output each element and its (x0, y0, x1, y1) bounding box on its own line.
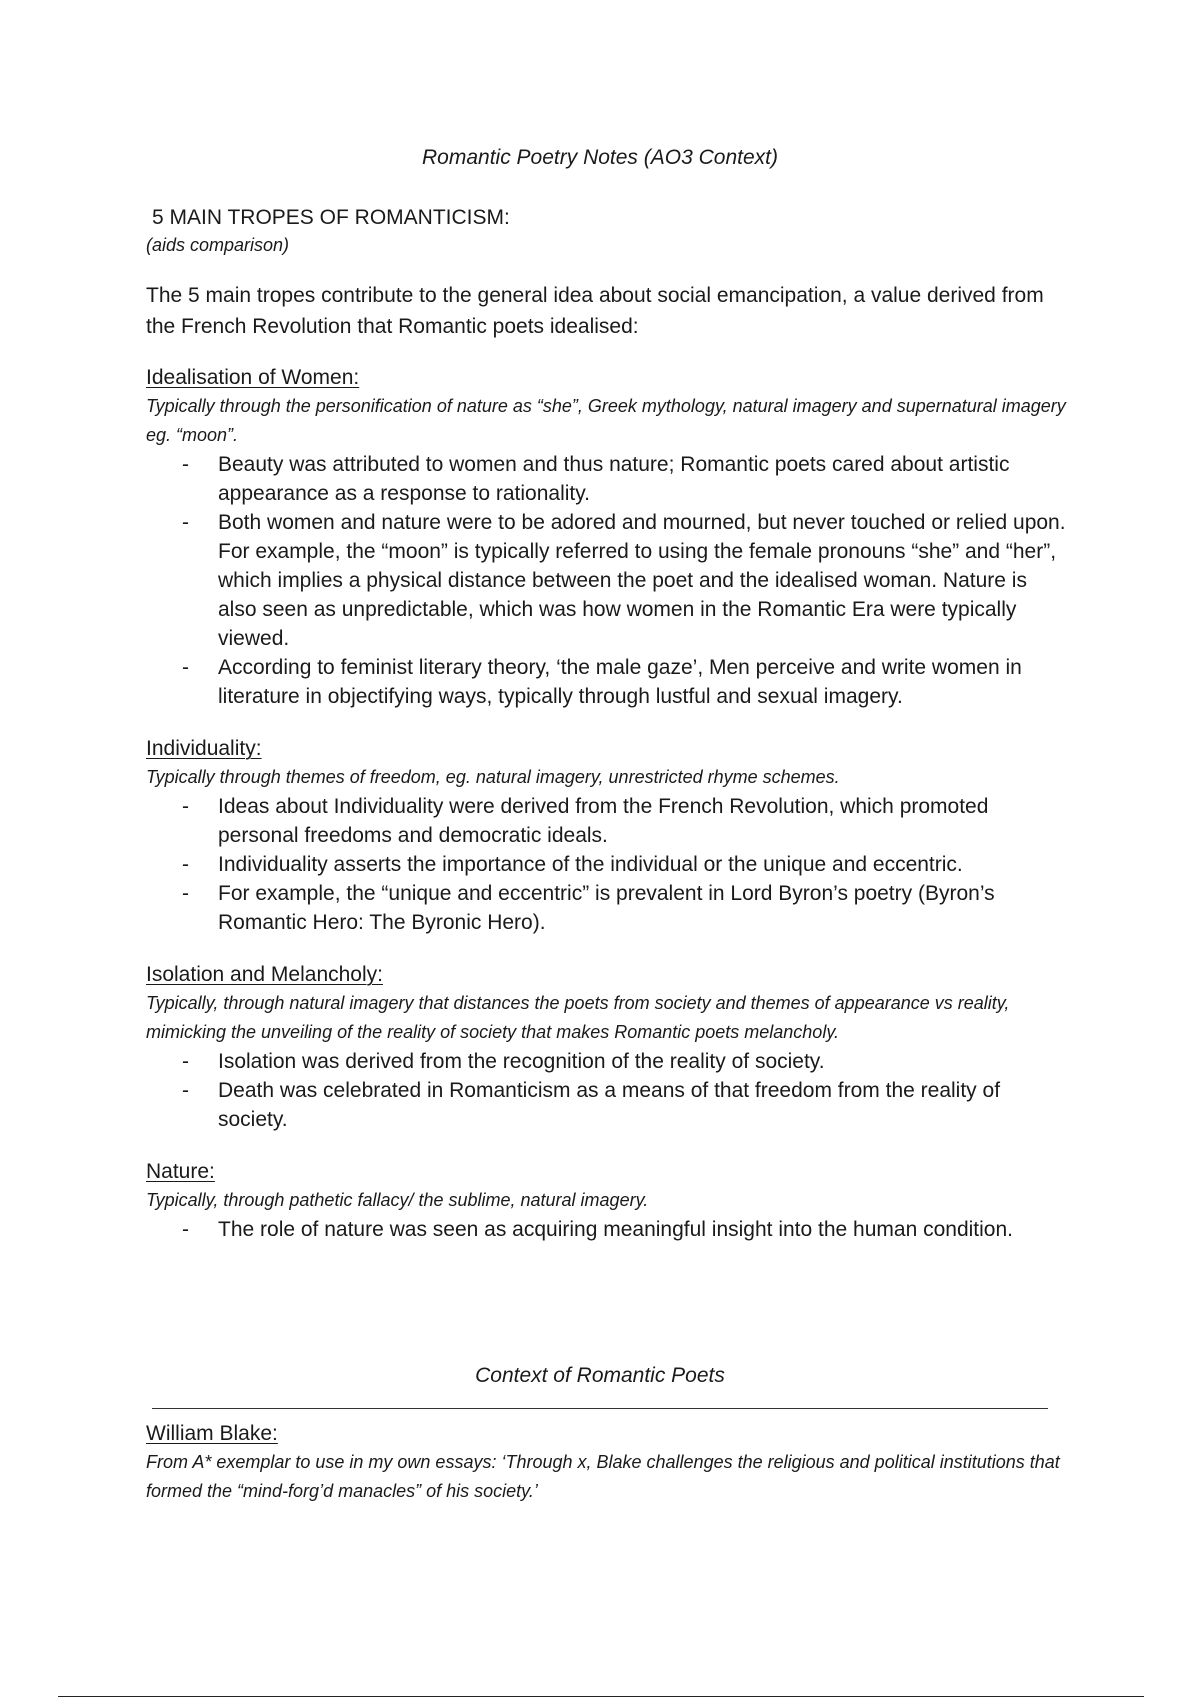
bullet-item (146, 879, 1066, 937)
bullet-list (146, 1215, 1066, 1244)
section-heading: Isolation and Melancholy: (146, 963, 383, 986)
tropes-heading: 5 MAIN TROPES OF ROMANTICISM: (152, 206, 510, 229)
dash-marker: - (182, 1218, 189, 1241)
bullet-item (146, 1076, 1066, 1134)
bullet-text: For example, the “unique and eccentric” is prevalent in Lord Byron’s poetry (Byron’s Romantic Hero: The Byronic Hero). (218, 882, 995, 934)
dash-marker: - (182, 882, 189, 905)
dash-marker: - (182, 795, 189, 818)
bullet-text: Death was celebrated in Romanticism as a means of that freedom from the reality of society. (218, 1079, 1001, 1131)
section-heading: Individuality: (146, 737, 262, 760)
intro-paragraph: The 5 main tropes contribute to the general idea about social emancipation, a value derived from the French Revolution that Romantic poets idealised: (146, 284, 1044, 338)
section-note: Typically, through natural imagery that distances the poets from society and themes of appearance vs reality, mimicking the unveiling of the reality of society that makes Romantic poets melancholy. (146, 993, 1010, 1042)
dash-marker: - (182, 853, 189, 876)
bullet-text: Both women and nature were to be adored and mourned, but never touched or relied upon. For example, the “moon” is typically referred to using the female pronouns “she” and “her”, which implies a physical distance between the poet and the idealised woman. Nature is also seen as unpredictable, which was how women in the Romantic Era were typically viewed. (218, 511, 1066, 650)
bullet-text: Ideas about Individuality were derived from the French Revolution, which promoted personal freedoms and democratic ideals. (218, 795, 989, 847)
section-william-blake (146, 1420, 1066, 1506)
dash-marker: - (182, 453, 189, 476)
dash-marker: - (182, 1079, 189, 1102)
section-note: Typically through themes of freedom, eg. natural imagery, unrestricted rhyme schemes. (146, 767, 840, 787)
bullet-list (146, 792, 1066, 937)
dash-marker: - (182, 656, 189, 679)
bullet-item (146, 508, 1066, 653)
section-note: From A* exemplar to use in my own essays: ‘Through x, Blake challenges the religious and political institutions that formed the “mind-forg’d manacles” of his society.’ (146, 1452, 1060, 1501)
section-nature (146, 1158, 1066, 1244)
bullet-item (146, 792, 1066, 850)
bullet-item (146, 450, 1066, 508)
bullet-list (146, 1047, 1066, 1134)
section-idealisation-of-women (146, 364, 1066, 711)
bullet-list (146, 450, 1066, 711)
section-heading: Nature: (146, 1160, 215, 1183)
bullet-text: Individuality asserts the importance of the individual or the unique and eccentric. (218, 853, 963, 876)
tropes-note: (aids comparison) (146, 235, 290, 255)
page-bottom-divider (58, 1696, 1144, 1697)
bullet-text: Isolation was derived from the recognition of the reality of society. (218, 1050, 825, 1073)
section-note: Typically, through pathetic fallacy/ the sublime, natural imagery. (146, 1190, 649, 1210)
dash-marker: - (182, 511, 189, 534)
section-heading: William Blake: (146, 1422, 278, 1445)
bullet-item (146, 1047, 1066, 1076)
bullet-item (146, 653, 1066, 711)
bullet-text: The role of nature was seen as acquiring meaningful insight into the human condition. (218, 1218, 1013, 1241)
dash-marker: - (182, 1050, 189, 1073)
context-divider (152, 1408, 1048, 1409)
bullet-item (146, 850, 1066, 879)
document-title: Romantic Poetry Notes (AO3 Context) (422, 146, 778, 169)
bullet-item (146, 1215, 1066, 1244)
bullet-text: Beauty was attributed to women and thus nature; Romantic poets cared about artistic appearance as a response to rationality. (218, 453, 1010, 505)
section-heading: Idealisation of Women: (146, 366, 360, 389)
section-note: Typically through the personification of nature as “she”, Greek mythology, natural imagery and supernatural imagery eg. “moon”. (146, 396, 1066, 445)
section-isolation-and-melancholy (146, 961, 1066, 1134)
section-individuality (146, 735, 1066, 937)
bullet-text: According to feminist literary theory, ‘the male gaze’, Men perceive and write women in literature in objectifying ways, typically through lustful and sexual imagery. (218, 656, 1022, 708)
tropes-content (146, 204, 1066, 1268)
context-title: Context of Romantic Poets (475, 1364, 725, 1387)
